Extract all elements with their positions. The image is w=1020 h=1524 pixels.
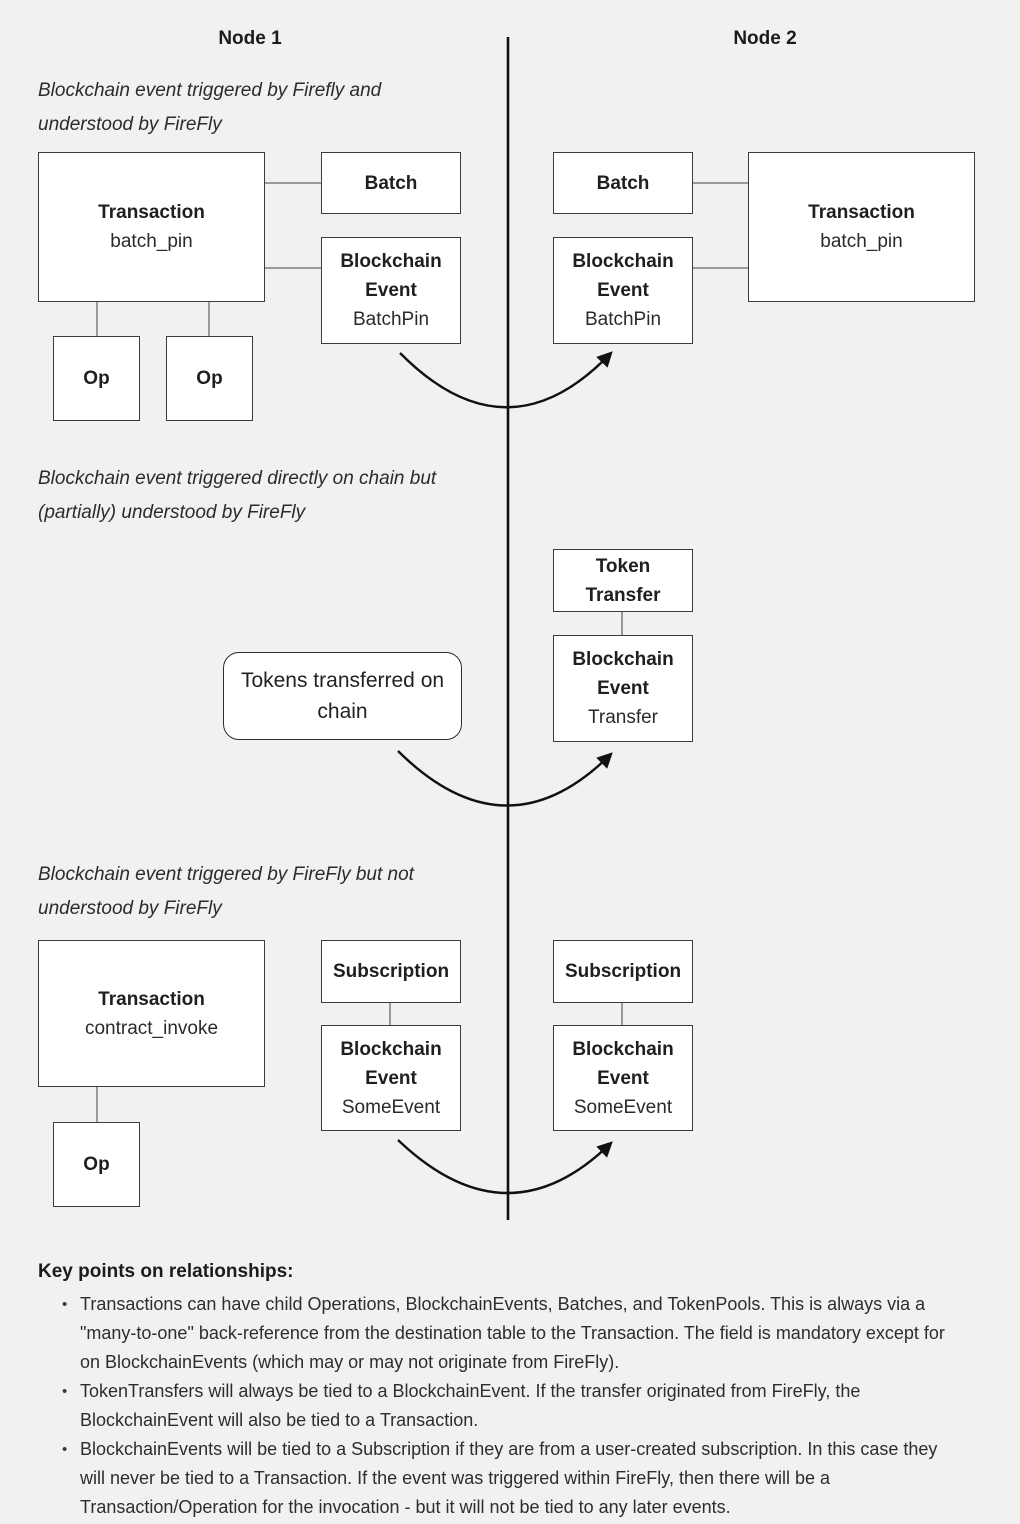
blockchain-event-someevent-box-node2	[553, 1025, 693, 1131]
section1-caption: Blockchain event triggered by Firefly and understood by FireFly	[38, 80, 382, 135]
box-title: Transaction	[98, 202, 205, 223]
box-subtitle: BatchPin	[352, 309, 430, 330]
subscription-box-node1	[321, 940, 461, 1003]
box-subtitle: Transfer	[587, 707, 659, 728]
batch-box-node1	[321, 152, 461, 214]
node2-header: Node 2	[733, 28, 797, 49]
box-title: Blockchain Event	[340, 1038, 442, 1089]
box-title: Blockchain Event	[572, 649, 674, 699]
section2-caption: Blockchain event triggered directly on chain but (partially) understood by FireFly	[38, 468, 437, 523]
cross-node-arrow-someevent	[398, 1140, 610, 1193]
subscription-box-node2	[553, 940, 693, 1003]
op-box-2-node1	[166, 336, 253, 421]
transaction-contract-invoke-box-node1	[38, 940, 265, 1087]
key-point-item: • Transactions can have child Operations, BlockchainEvents, Batches, and TokenPools. This is always via a "many-to-one" back-reference from the destination table to the Transaction. The field is mandatory except for on BlockchainEvents (which may or may not originate from FireFly).	[56, 1290, 961, 1377]
box-title: Blockchain Event	[572, 251, 674, 301]
blockchain-event-batchpin-box-node2	[553, 237, 693, 344]
box-title: Op	[83, 368, 110, 389]
cross-node-arrow-batchpin	[400, 353, 610, 407]
cross-node-arrow-tokentransfer	[398, 751, 610, 806]
box-title: Transaction	[98, 988, 205, 1010]
key-points-list	[56, 1290, 961, 1522]
blockchain-event-batchpin-box-node1	[321, 237, 461, 344]
box-title: Subscription	[564, 961, 682, 982]
box-title: Subscription	[332, 961, 450, 982]
op-box-node1-s3	[53, 1122, 140, 1207]
batch-box-node2	[553, 152, 693, 214]
box-subtitle: contract_invoke	[84, 1017, 219, 1039]
token-transfer-box-node2	[553, 549, 693, 612]
box-subtitle: SomeEvent	[573, 1096, 673, 1118]
box-title: Blockchain Event	[340, 251, 442, 301]
box-subtitle: SomeEvent	[341, 1096, 441, 1118]
box-subtitle: BatchPin	[584, 309, 662, 330]
transaction-batchpin-box-node1	[38, 152, 265, 302]
blockchain-event-someevent-box-node1	[321, 1025, 461, 1131]
transaction-batchpin-box-node2	[748, 152, 975, 302]
box-title: Op	[196, 368, 223, 389]
box-title: Batch	[364, 172, 418, 194]
op-box-1-node1	[53, 336, 140, 421]
box-subtitle: batch_pin	[110, 231, 193, 252]
node1-header: Node 1	[218, 28, 282, 49]
box-title: Op	[83, 1154, 110, 1175]
section3-caption: Blockchain event triggered by FireFly but not understood by FireFly	[38, 864, 414, 919]
blockchain-event-transfer-box-node2	[553, 635, 693, 742]
box-title: Batch	[596, 172, 650, 194]
box-title: Transaction	[808, 202, 915, 223]
key-point-item: • BlockchainEvents will be tied to a Subscription if they are from a user-created subscription. In this case they will never be tied to a Transaction. If the event was triggered within FireFly, then there will be a Transaction/Operation for the invocation - but it will not be tied to any later events.	[56, 1435, 961, 1522]
key-point-item: • TokenTransfers will always be tied to a BlockchainEvent. If the transfer originated from FireFly, the BlockchainEvent will also be tied to a Transaction.	[56, 1377, 961, 1435]
tokens-transferred-note: Tokens transferred on chain	[223, 652, 462, 740]
box-title: Token Transfer	[585, 555, 661, 606]
box-title: Blockchain Event	[572, 1038, 674, 1089]
key-points-heading: Key points on relationships:	[38, 1261, 294, 1282]
box-subtitle: batch_pin	[820, 231, 903, 252]
